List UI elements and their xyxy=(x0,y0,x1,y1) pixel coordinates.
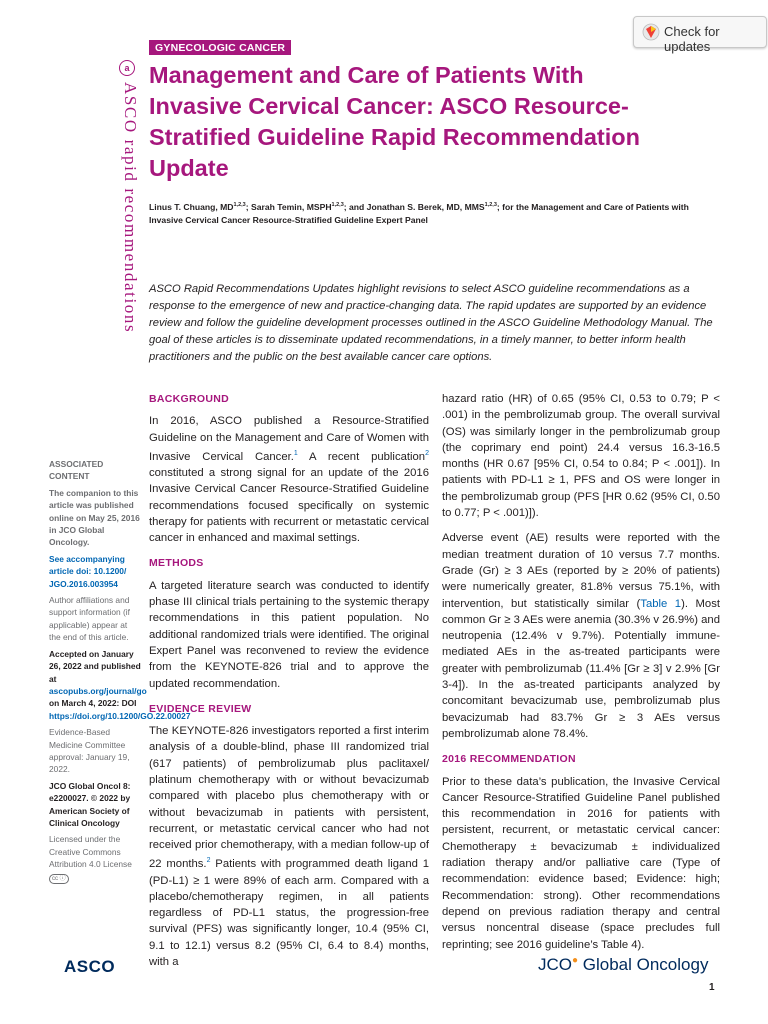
accepted-note: Accepted on January 26, 2022 and published at ascopubs.org/journal/go on March 4, 2022: DOI https://doi.org/10.1200/GO.22.00027 xyxy=(49,648,191,721)
heading-2016-recommendation: 2016 RECOMMENDATION xyxy=(442,753,576,766)
jco-global-oncology-logo: JCO● Global Oncology xyxy=(538,955,709,974)
abstract: ASCO Rapid Recommendations Updates highlight revisions to select ASCO guideline recommendations as a response to the emergence of new and practice-changing data. The rapid updates are supported by an evidence review and follow the guideline development processes outlined in the ASCO Guideline Methodology Manual. The goal of these articles is to disseminate updated recommendations, in a timely manner, to better inform health practitioners and the public on the best available cancer care options. xyxy=(149,283,713,363)
cc-icon: cc ⓘ xyxy=(49,874,69,884)
page-number: 1 xyxy=(709,982,715,993)
ref-link[interactable]: 2 xyxy=(425,449,429,457)
license-note: Licensed under the Creative Commons Attribution 4.0 License cc ⓘ xyxy=(49,834,132,882)
citation-note: JCO Global Oncol 8: e2200027. © 2022 by American Society of Clinical Oncology xyxy=(49,780,131,828)
results-paragraph: hazard ratio (HR) of 0.65 (95% CI, 0.53 to 0.79; P < .001) in the pembrolizumab group. The overall survival (OS) was similarly longer in the pembrolizumab group (the coprimary end point) 24.4 versus 16.3-16.5 months (HR 0.67 [95% CI, 0.54 to 0.84; P < .001]). In patients with PD-L1 ≥ 1, PFS and OS were longer in the pembrolizumab group (PFS [HR 0.62 (95% CI, 0.50 to 0.77; P < .001)]). xyxy=(442,393,720,520)
ref-link[interactable]: 2 xyxy=(206,857,211,865)
vertical-banner xyxy=(112,60,142,360)
background-paragraph: In 2016, ASCO published a Resource-Stratified Guideline on the Management and Care of Women with Invasive Cervical Cancer.$^1$ A recent publication$^2$ constituted a strong signal for an update of the 2016 Invasive Cervical Cancer Resource-Stratified Guideline recommendations focused specifically on systemic therapy for patients with recurrent or metastatic cervical cancer in enhanced and maximal settings. xyxy=(149,415,429,545)
heading-background: BACKGROUND xyxy=(149,393,229,405)
ref-link[interactable]: 1 xyxy=(293,449,298,457)
body-column-1 xyxy=(149,391,429,970)
body-column-2 xyxy=(442,391,720,953)
evidence-paragraph: The KEYNOTE-826 investigators reported a first interim analysis of a double-blind, phase III randomized trial (617 patients) of pembrolizumab plus paclitaxel/ platinum chemotherapy with or without bevacizumab compared with placebo plus chemotherapy with or without bevacizumab in patients with persistent, recurrent, or metastatic cervical cancer who had not received prior chemotherapy, with a median follow-up of 22 months.$^2$ Patients with programmed death ligand 1 (PD-L1) ≥ 1 were 89% of each arm. Compared with a placebo/chemotherapy regimen, in all patients regardless of PD-L1 status, the progression-free survival (PFS) was significantly longer, 10.4 (95% CI, 9.1 to 12.1) versus 8.2 (95% CI, 6.4 to 8.4) months, with a xyxy=(149,725,429,969)
associated-content-heading: ASSOCIATED CONTENT xyxy=(49,459,104,482)
orange-dot-icon: ● xyxy=(572,955,579,966)
check-updates-label: Check for updates xyxy=(664,24,720,54)
check-updates-button[interactable] xyxy=(633,16,767,54)
journal-link[interactable]: ascopubs.org/journal/go xyxy=(49,685,147,696)
article-title: Management and Care of Patients With Invasive Cervical Cancer: ASCO Resource-Stratified Guideline Rapid Recommendation Update xyxy=(149,62,640,181)
approval-note: Evidence-Based Medicine Committee approval: January 19, 2022. xyxy=(49,727,130,775)
section-tag: GYNECOLOGIC CANCER xyxy=(149,40,291,55)
recommendation-paragraph: Prior to these data’s publication, the Invasive Cervical Cancer Resource-Stratified Guideline Panel published this recommendation in 2016 for patients with persistent, recurrent, or metastatic cervical cancer: Chemotherapy ± bevacizumab ± individualized radiation therapy and/or palliative care (Type of recommendation: evidence based; Evidence: high; Recommendation: strong). Other recommendations depend on previous radiation therapy and central versus noncentral disease (space precludes full reprinting; see 2016 guideline’s Table 4). xyxy=(442,775,720,951)
doi-link[interactable]: https://doi.org/10.1200/GO.22.00027 xyxy=(49,710,191,721)
author-list: Linus T. Chuang, MD$^{1,2,3}$; Sarah Temin, MSPH$^{1,2,3}$; and Jonathan S. Berek, MD, MMS$^{1,2,3}$; for the Management and Care of Patients with Invasive Cervical Cancer Resource-Stratified Guideline Expert Panel xyxy=(149,201,689,225)
see-accompanying-link[interactable]: See accompanying article doi: 10.1200/ JGO.2016.003954 xyxy=(49,553,127,589)
table-link[interactable]: Table 1 xyxy=(640,597,682,610)
affiliations-note: Author affiliations and support information (if applicable) appear at the end of this article. xyxy=(49,595,130,643)
crossmark-icon xyxy=(642,23,660,41)
methods-paragraph: A targeted literature search was conducted to identify phase III clinical trials pertaining to the systemic therapy recommendations in this patient population. No additional randomized trials were identified. The original Expert Panel was reconvened to review the evidence from the KEYNOTE-826 trial and to approve the updated recommendation. xyxy=(149,579,429,690)
heading-evidence-review: EVIDENCE REVIEW xyxy=(149,702,252,715)
vertical-label: ASCO rapid recommendations xyxy=(121,82,140,334)
adverse-events-paragraph: Adverse event (AE) results were reported with the median treatment duration of 10 versus 7.7 months. Grade (Gr) ≥ 3 AEs (reported by ≥ 20% of patients) were numerically greater, 81.8% versus 75.1%, with intervention, but statistically similar (Table 1). Most common Gr ≥ 3 AEs were anemia (30.3% v 26.9%) and neutropenia (12.4% v 9.7%). Potentially immune-mediated AEs in the as-treated participants were greater with pembrolizumab (11.4% [Gr ≥ 3] v 2.9% [Gr 3-4]). In the as-treated participants analyzed by concomitant bevacizumab use, pembrolizumab plus bevacizumab had 83.7% Gr ≥ 3 AEs versus pembrolizumab alone 78.4%. xyxy=(442,532,720,740)
asco-logo: ASCO xyxy=(64,957,116,976)
companion-note: The companion to this article was published online on May 25, 2016 in JCO Global Oncology. xyxy=(49,487,140,548)
asco-circle-icon: a xyxy=(119,60,135,76)
heading-methods: METHODS xyxy=(149,557,204,570)
